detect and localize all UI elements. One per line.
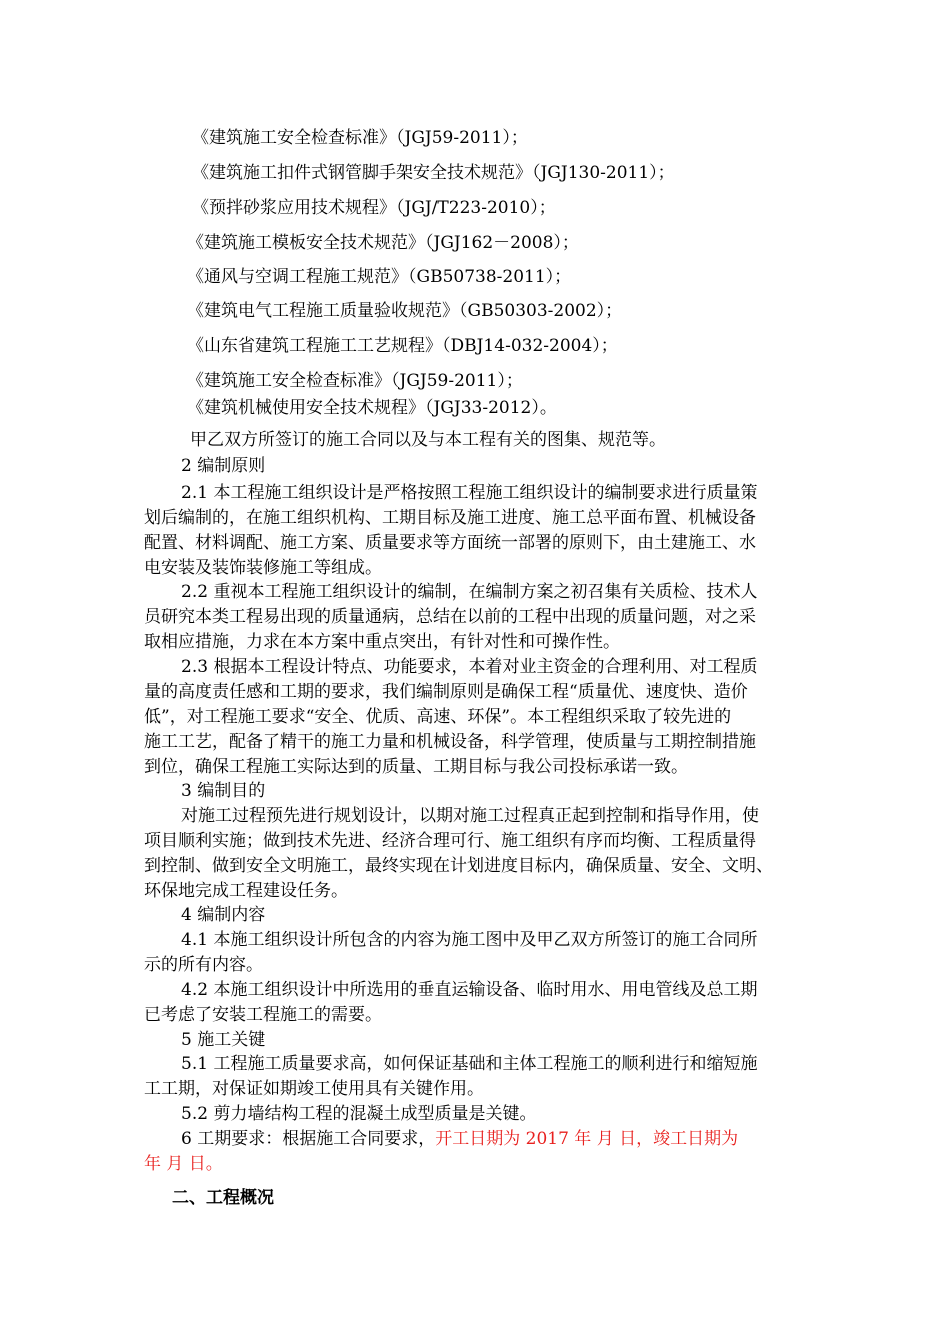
reference-item: 《建筑施工安全检查标准》（JGJ59-2011）； bbox=[187, 371, 523, 391]
contract-line: 甲乙双方所签订的施工合同以及与本工程有关的图集、规范等。 bbox=[190, 430, 666, 450]
paragraph-line: 工工期，对保证如期竣工使用具有关键作用。 bbox=[144, 1079, 484, 1099]
section-heading: 2 编制原则 bbox=[181, 456, 266, 476]
reference-item: 《建筑施工安全检查标准》（JGJ59-2011）； bbox=[192, 128, 528, 148]
paragraph-line: 划后编制的，在施工组织机构、工期目标及施工进度、施工总平面布置、机械设备 bbox=[144, 508, 756, 528]
paragraph-line: 5.2 剪力墙结构工程的混凝土成型质量是关键。 bbox=[181, 1104, 537, 1124]
section-heading: 5 施工关键 bbox=[181, 1030, 266, 1050]
paragraph-line: 配置、材料调配、施工方案、质量要求等方面统一部署的原则下，由土建施工、水 bbox=[144, 533, 756, 553]
completion-date-text: 年 月 日。 bbox=[144, 1154, 223, 1174]
paragraph-line: 低”，对工程施工要求“安全、优质、高速、环保”。本工程组织采取了较先进的 bbox=[144, 707, 732, 727]
schedule-line bbox=[181, 1127, 738, 1151]
reference-item: 《建筑机械使用安全技术规程》（JGJ33-2012）。 bbox=[187, 398, 557, 418]
paragraph-line: 对施工过程预先进行规划设计，以期对施工过程真正起到控制和指导作用，使 bbox=[181, 806, 759, 826]
section-heading: 4 编制内容 bbox=[181, 905, 266, 925]
chapter-heading: 二、工程概况 bbox=[172, 1188, 274, 1208]
paragraph-line: 已考虑了安装工程施工的需要。 bbox=[144, 1005, 382, 1025]
paragraph-line: 2.3 根据本工程设计特点、功能要求，本着对业主资金的合理利用、对工程质 bbox=[181, 657, 758, 677]
reference-item: 《建筑电气工程施工质量验收规范》（GB50303-2002）； bbox=[187, 301, 623, 321]
paragraph-line: 项目顺利实施；做到技术先进、经济合理可行、施工组织有序而均衡、工程质量得 bbox=[144, 831, 756, 851]
section-heading: 3 编制目的 bbox=[181, 781, 266, 801]
paragraph-line: 电安装及装饰装修施工等组成。 bbox=[144, 558, 382, 578]
reference-item: 《建筑施工模板安全技术规范》（JGJ162－2008）； bbox=[187, 233, 579, 253]
paragraph-line: 到控制、做到安全文明施工，最终实现在计划进度目标内，确保质量、安全、文明、 bbox=[144, 856, 773, 876]
start-date-text: 开工日期为 2017 年 月 日，竣工日期为 bbox=[435, 1129, 739, 1149]
paragraph-line: 示的所有内容。 bbox=[144, 955, 263, 975]
schedule-label: 6 工期要求：根据施工合同要求， bbox=[181, 1129, 436, 1149]
paragraph-line: 2.1 本工程施工组织设计是严格按照工程施工组织设计的编制要求进行质量策 bbox=[181, 483, 758, 503]
reference-item: 《山东省建筑工程施工工艺规程》（DBJ14-032-2004）； bbox=[187, 336, 618, 356]
paragraph-line: 环保地完成工程建设任务。 bbox=[144, 881, 348, 901]
paragraph-line: 4.1 本施工组织设计所包含的内容为施工图中及甲乙双方所签订的施工合同所 bbox=[181, 930, 758, 950]
paragraph-line: 5.1 工程施工质量要求高，如何保证基础和主体工程施工的顺利进行和缩短施 bbox=[181, 1054, 758, 1074]
reference-item: 《预拌砂浆应用技术规程》（JGJ/T223-2010）； bbox=[192, 198, 556, 218]
paragraph-line: 2.2 重视本工程施工组织设计的编制，在编制方案之初召集有关质检、技术人 bbox=[181, 582, 758, 602]
paragraph-line: 4.2 本施工组织设计中所选用的垂直运输设备、临时用水、用电管线及总工期 bbox=[181, 980, 758, 1000]
paragraph-line: 到位，确保工程施工实际达到的质量、工期目标与我公司投标承诺一致。 bbox=[144, 757, 688, 777]
paragraph-line: 员研究本类工程易出现的质量通病，总结在以前的工程中出现的质量问题，对之采 bbox=[144, 607, 756, 627]
reference-item: 《通风与空调工程施工规范》（GB50738-2011）； bbox=[187, 267, 572, 287]
paragraph-line: 施工工艺，配备了精干的施工力量和机械设备，科学管理，使质量与工期控制措施 bbox=[144, 732, 756, 752]
paragraph-line: 取相应措施，力求在本方案中重点突出，有针对性和可操作性。 bbox=[144, 632, 620, 652]
reference-item: 《建筑施工扣件式钢管脚手架安全技术规范》（JGJ130-2011）； bbox=[192, 163, 675, 183]
paragraph-line: 量的高度责任感和工期的要求，我们编制原则是确保工程“质量优、速度快、造价 bbox=[144, 682, 748, 702]
